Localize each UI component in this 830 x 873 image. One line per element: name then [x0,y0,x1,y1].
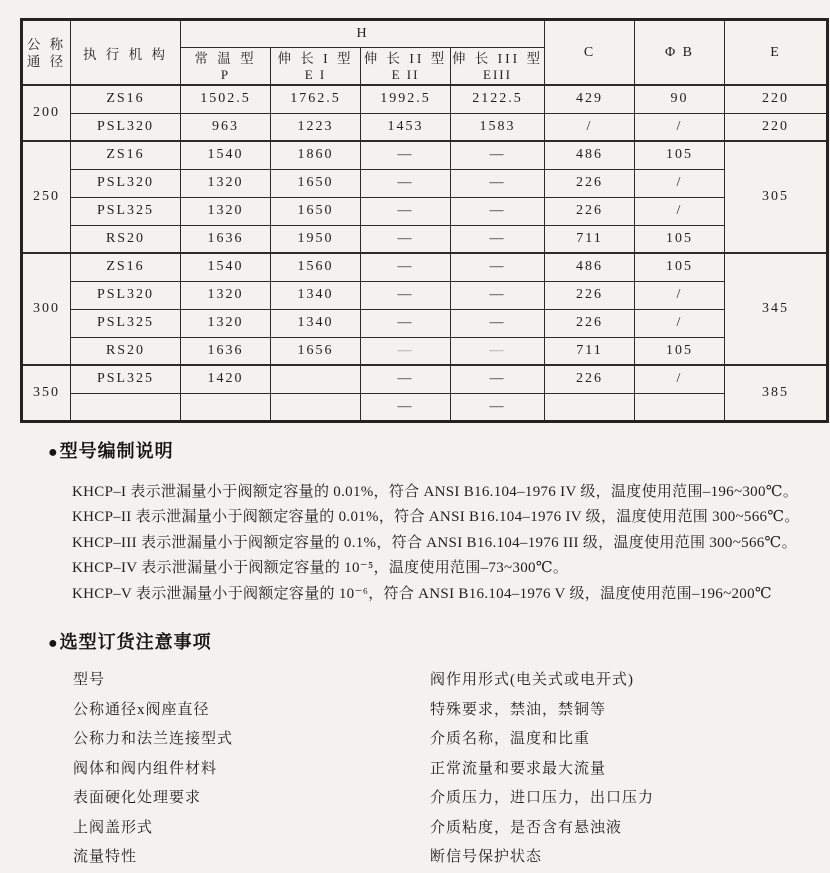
table-cell: 2122.5 [451,85,545,113]
table-cell: / [635,365,725,393]
table-cell: 1992.5 [361,85,451,113]
table-cell: 1502.5 [181,85,271,113]
ordering-item: 介质压力，进口压力，出口压力 [430,790,655,806]
subheader-code-label: EIII [483,67,512,82]
table-cell: 1656 [271,337,361,365]
table-cell: 1650 [271,169,361,197]
e-merged-cell: 385 [725,365,828,421]
model-note-line: KHCP–V 表示泄漏量小于阀额定容量的 10⁻⁶，符合 ANSI B16.104–1976 V 级，温度使用范围–196~200℃ [72,585,772,602]
dimension-table [20,18,829,423]
bullet-icon: ● [48,635,59,652]
ordering-item: 介质粘度，是否含有悬浊液 [430,819,623,836]
table-cell: 226 [545,281,635,309]
table-cell: 105 [635,141,725,169]
actuator-cell: PSL325 [71,197,181,225]
actuator-cell: PSL325 [71,309,181,337]
table-cell: — [361,253,451,281]
table-cell [181,393,271,421]
table-cell: 1583 [451,113,545,141]
ordering-notes-heading [48,628,823,654]
table-cell [635,393,725,421]
table-cell: 226 [545,197,635,225]
table-row [22,197,828,225]
table-cell: — [361,197,451,225]
header-c: C [545,20,635,86]
e-cell: 220 [725,85,828,113]
header-phi-b: Φ B [635,20,725,86]
header-actuator: 执 行 机 构 [71,20,181,86]
table-cell: — [361,169,451,197]
table-cell: 429 [545,85,635,113]
table-cell: 1560 [271,253,361,281]
table-cell: — [361,281,451,309]
ordering-item: 正常流量和要求最大流量 [430,760,607,777]
table-row [22,225,828,253]
ordering-item: 介质名称，温度和比重 [430,731,591,747]
table-cell: 711 [545,337,635,365]
model-note-line: KHCP–III 表示泄漏量小于阀额定容量的 0.1%，符合 ANSI B16.104–1976 III 级，温度使用范围 300~566℃。 [72,534,797,551]
table-cell: — [451,309,545,337]
ordering-item: 型号 [73,672,106,688]
table-cell: 105 [635,225,725,253]
table-row [22,281,828,309]
table-cell: 226 [545,169,635,197]
actuator-cell: RS20 [71,225,181,253]
table-row [22,141,828,169]
table-cell: / [635,113,725,141]
model-note-line: KHCP–II 表示泄漏量小于阀额定容量的 0.01%，符合 ANSI B16.104–1976 IV 级，温度使用范围 300~566℃。 [72,509,800,526]
table-cell: 1453 [361,113,451,141]
table-cell: / [635,281,725,309]
table-row [22,113,828,141]
table-row [22,365,828,393]
model-numbering-lines [72,480,823,607]
table-cell: / [635,169,725,197]
table-cell: 1340 [271,309,361,337]
table-cell: — [361,141,451,169]
model-numbering-heading [48,437,823,463]
table-cell [271,393,361,421]
header-h-subcolumn [271,48,361,86]
table-cell: — [451,169,545,197]
table-cell: — [361,393,451,421]
actuator-cell: PSL325 [71,365,181,393]
header-h-group: H [181,20,545,48]
table-cell: 486 [545,253,635,281]
table-cell: — [451,365,545,393]
table-cell: 226 [545,309,635,337]
table-row [22,337,828,365]
model-note-line: KHCP–I 表示泄漏量小于阀额定容量的 0.01%，符合 ANSI B16.104–1976 IV 级，温度使用范围–196~300℃。 [72,484,799,500]
table-row [22,393,828,421]
actuator-cell: ZS16 [71,253,181,281]
actuator-cell [71,393,181,421]
table-header-row-1 [22,20,828,48]
subheader-code-label: E II [391,67,420,82]
header-h-subcolumn [181,48,271,86]
ordering-item: 断信号保护状态 [430,849,543,865]
ordering-item: 上阀盖形式 [73,819,154,836]
table-cell: 226 [545,365,635,393]
ordering-item: 公称通径x阀座直径 [73,701,210,718]
table-row [22,309,828,337]
table-cell: 1320 [181,281,271,309]
subheader-code-label: P [220,67,231,82]
ordering-notes-heading-text: 选型订货注意事项 [59,632,212,652]
ordering-item: 阀作用形式(电关式或电开式) [430,672,634,688]
table-cell: 1420 [181,365,271,393]
model-numbering-section [48,437,823,607]
table-cell: 1340 [271,281,361,309]
e-merged-cell: 305 [725,141,828,253]
table-cell: 90 [635,85,725,113]
actuator-cell: PSL320 [71,113,181,141]
table-cell: 1636 [181,225,271,253]
dimension-table-body [22,85,828,421]
table-cell: 105 [635,253,725,281]
ordering-right-column [430,666,823,873]
table-cell: / [635,197,725,225]
header-nominal-diameter-line2: 通 径 [26,53,67,69]
table-row [22,169,828,197]
ordering-item: 阀体和阀内组件材料 [73,760,218,777]
table-cell: 1860 [271,141,361,169]
table-cell [545,393,635,421]
table-cell: 711 [545,225,635,253]
table-cell: 1540 [181,141,271,169]
diameter-cell: 350 [22,365,71,421]
table-cell: 1650 [271,197,361,225]
ordering-item: 流量特性 [73,849,138,865]
ordering-notes-section [48,628,823,873]
table-cell [271,365,361,393]
table-cell: — [451,393,545,421]
header-h-subcolumn [451,48,545,86]
table-row [22,253,828,281]
table-cell: — [451,337,545,365]
e-cell: 220 [725,113,828,141]
subheader-code-label: E I [304,67,327,82]
ordering-left-column [73,666,430,873]
table-cell: 1320 [181,169,271,197]
ordering-columns [48,666,823,873]
table-cell: — [361,225,451,253]
ordering-item: 特殊要求，禁油，禁铜等 [430,701,607,718]
subheader-type-label: 伸 长 I 型 [277,51,354,66]
table-cell: 1762.5 [271,85,361,113]
table-cell: 1223 [271,113,361,141]
table-cell: — [361,365,451,393]
table-cell: 486 [545,141,635,169]
diameter-cell: 250 [22,141,71,253]
table-cell: — [451,281,545,309]
diameter-cell: 200 [22,85,71,141]
actuator-cell: RS20 [71,337,181,365]
subheader-type-label: 常 温 型 [194,51,257,66]
actuator-cell: PSL320 [71,169,181,197]
model-numbering-heading-text: 型号编制说明 [59,441,174,461]
table-cell: / [635,309,725,337]
actuator-cell: PSL320 [71,281,181,309]
diameter-cell: 300 [22,253,71,365]
header-h-subcolumn [361,48,451,86]
table-cell: — [361,309,451,337]
ordering-item: 公称力和法兰连接型式 [73,731,234,747]
table-cell: — [451,253,545,281]
actuator-cell: ZS16 [71,85,181,113]
table-cell: — [361,337,451,365]
header-nominal-diameter [22,20,71,86]
table-cell: 1320 [181,309,271,337]
ordering-item: 表面硬化处理要求 [73,790,202,806]
subheader-type-label: 伸 长 II 型 [363,51,448,66]
header-e: E [725,20,828,86]
model-note-line: KHCP–IV 表示泄漏量小于阀额定容量的 10⁻⁵，温度使用范围–73~300℃。 [72,560,569,577]
table-cell: — [451,141,545,169]
table-cell: — [451,225,545,253]
table-cell: — [451,197,545,225]
table-cell: 1540 [181,253,271,281]
e-merged-cell: 345 [725,253,828,365]
table-cell: / [545,113,635,141]
table-cell: 1950 [271,225,361,253]
table-cell: 1320 [181,197,271,225]
table-row [22,85,828,113]
table-cell: 963 [181,113,271,141]
subheader-type-label: 伸 长 III 型 [451,51,544,66]
table-cell: 105 [635,337,725,365]
table-cell: 1636 [181,337,271,365]
actuator-cell: ZS16 [71,141,181,169]
bullet-icon: ● [48,444,59,461]
header-nominal-diameter-line1: 公 称 [26,36,67,52]
